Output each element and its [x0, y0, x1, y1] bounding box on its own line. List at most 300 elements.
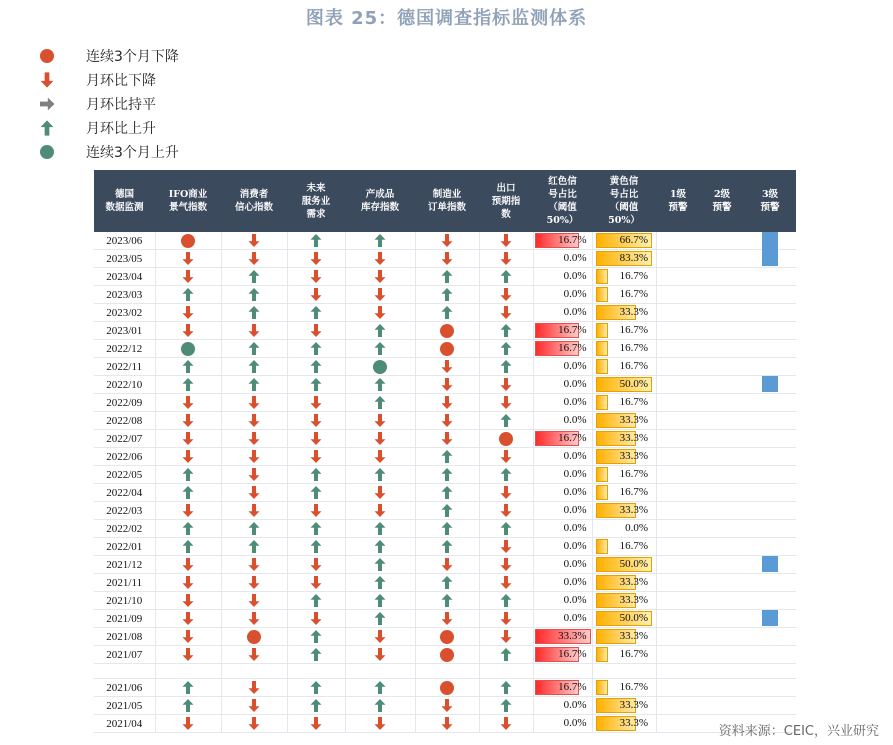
signal-cell: [479, 697, 533, 715]
arrow-up-icon: [310, 648, 322, 661]
level1-warning-cell: [656, 715, 700, 733]
level3-warning-cell: [744, 610, 796, 628]
signal-cell: [221, 466, 287, 484]
arrow-up-icon: [500, 681, 512, 694]
arrow-down-icon: [248, 681, 260, 694]
level3-warning-cell: [744, 394, 796, 412]
green-circle-icon: [181, 342, 195, 356]
date-cell: 2022/05: [94, 466, 155, 484]
table-row: [94, 664, 796, 679]
yellow-share-column: [592, 430, 656, 448]
arrow-up-icon: [441, 522, 453, 535]
yellow-share-column: [592, 679, 656, 697]
signal-cell: [155, 610, 221, 628]
level1-warning-cell: [656, 394, 700, 412]
level1-warning-cell: [656, 286, 700, 304]
column-header: 未来 服务业 需求: [287, 170, 345, 232]
arrow-down-icon: [182, 630, 194, 643]
signal-cell: [221, 322, 287, 340]
arrow-down-icon: [441, 252, 453, 265]
level3-warning-cell: [744, 466, 796, 484]
signal-cell: [479, 715, 533, 733]
signal-cell: [415, 448, 479, 466]
red-share-column: [533, 376, 592, 394]
arrow-up-icon: [182, 681, 194, 694]
signal-cell: [287, 394, 345, 412]
signal-cell: [155, 322, 221, 340]
yellow-share-column: [592, 232, 656, 250]
red-circle-icon: [40, 49, 54, 63]
signal-cell: [287, 376, 345, 394]
share-value: 0.0%: [563, 450, 587, 462]
legend-label: 连续3个月下降: [86, 49, 179, 65]
share-value: 16.7%: [558, 648, 587, 660]
signal-cell: [221, 268, 287, 286]
legend-label: 月环比持平: [86, 97, 156, 113]
level2-warning-cell: [700, 250, 744, 268]
arrow-up-icon: [248, 540, 260, 553]
yellow-share-bar: [596, 287, 608, 302]
share-value: 16.7%: [558, 234, 587, 246]
arrow-up-icon: [182, 468, 194, 481]
arrow-up-icon: [182, 360, 194, 373]
share-value: 16.7%: [619, 681, 648, 693]
arrow-down-icon: [248, 504, 260, 517]
signal-cell: [221, 376, 287, 394]
level3-warning-cell: [744, 358, 796, 376]
level1-warning-cell: [656, 466, 700, 484]
yellow-share-cell: [596, 503, 652, 518]
arrow-up-icon: [182, 378, 194, 391]
red-share-column: [533, 358, 592, 376]
share-value: 0.0%: [563, 699, 587, 711]
red-share-cell: [535, 503, 591, 518]
level3-warning-cell: [744, 679, 796, 697]
date-cell: 2021/09: [94, 610, 155, 628]
signal-cell: [155, 592, 221, 610]
table-row: [94, 538, 796, 556]
red-share-column: [533, 679, 592, 697]
arrow-up-icon: [310, 699, 322, 712]
table-row: [94, 574, 796, 592]
level1-warning-cell: [656, 520, 700, 538]
red-share-column: [533, 715, 592, 733]
arrow-up-icon: [374, 540, 386, 553]
date-cell: 2021/06: [94, 679, 155, 697]
arrow-up-icon: [441, 540, 453, 553]
arrow-up-icon: [310, 468, 322, 481]
arrow-up-icon: [500, 648, 512, 661]
yellow-share-cell: [596, 467, 652, 482]
yellow-share-cell: [596, 395, 652, 410]
share-value: 0.0%: [563, 576, 587, 588]
date-cell: 2023/01: [94, 322, 155, 340]
page-title: 图表 25：德国调查指标监测体系: [305, 8, 588, 29]
share-value: 0.0%: [563, 360, 587, 372]
yellow-share-column: [592, 574, 656, 592]
red-share-column: [533, 556, 592, 574]
yellow-share-column: [592, 286, 656, 304]
signal-cell: [345, 412, 415, 430]
table-row: [94, 610, 796, 628]
signal-cell: [287, 628, 345, 646]
level3-warning-cell: [744, 628, 796, 646]
yellow-share-cell: [596, 557, 652, 572]
arrow-down-icon: [182, 558, 194, 571]
yellow-share-cell: [596, 611, 652, 626]
empty-cell: [744, 664, 796, 679]
arrow-down-icon: [441, 558, 453, 571]
yellow-share-bar: [596, 539, 608, 554]
red-circle-icon: [499, 432, 513, 446]
level1-warning-cell: [656, 232, 700, 250]
level3-warning-cell: [744, 268, 796, 286]
share-value: 16.7%: [558, 681, 587, 693]
yellow-share-cell: [596, 431, 652, 446]
red-circle-icon: [440, 324, 454, 338]
level2-warning-cell: [700, 574, 744, 592]
signal-cell: [287, 610, 345, 628]
red-circle-icon: [247, 630, 261, 644]
date-cell: 2021/11: [94, 574, 155, 592]
empty-cell: [94, 664, 155, 679]
signal-cell: [479, 679, 533, 697]
arrow-up-icon: [310, 630, 322, 643]
date-cell: 2022/11: [94, 358, 155, 376]
level2-warning-cell: [700, 232, 744, 250]
legend-label: 月环比上升: [86, 121, 156, 137]
signal-cell: [415, 628, 479, 646]
column-header: 黄色信 号占比 （阈值 50%）: [592, 170, 656, 232]
legend: [38, 44, 179, 164]
share-value: 16.7%: [558, 342, 587, 354]
arrow-down-icon: [500, 558, 512, 571]
arrow-down-icon: [441, 396, 453, 409]
table-row: [94, 679, 796, 697]
legend-item: [38, 44, 179, 68]
table-row: [94, 340, 796, 358]
signal-cell: [415, 646, 479, 664]
signal-cell: [221, 610, 287, 628]
date-cell: 2023/06: [94, 232, 155, 250]
date-cell: 2022/03: [94, 502, 155, 520]
signal-cell: [479, 232, 533, 250]
share-value: 0.0%: [563, 306, 587, 318]
signal-cell: [415, 715, 479, 733]
signal-cell: [479, 628, 533, 646]
table-row: [94, 268, 796, 286]
signal-cell: [221, 574, 287, 592]
level3-warning-cell: [744, 430, 796, 448]
signal-cell: [345, 697, 415, 715]
arrow-down-icon: [248, 396, 260, 409]
level3-warning-cell: [744, 340, 796, 358]
red-share-cell: [535, 395, 591, 410]
level1-warning-cell: [656, 268, 700, 286]
arrow-up-icon: [310, 342, 322, 355]
date-cell: 2021/08: [94, 628, 155, 646]
arrow-up-icon: [182, 540, 194, 553]
yellow-share-cell: [596, 449, 652, 464]
column-header: 制造业 订单指数: [415, 170, 479, 232]
level1-warning-cell: [656, 412, 700, 430]
signal-cell: [415, 286, 479, 304]
yellow-share-column: [592, 520, 656, 538]
column-header: 红色信 号占比 （阈值 50%）: [533, 170, 592, 232]
share-value: 33.3%: [619, 306, 648, 318]
arrow-up-icon: [500, 360, 512, 373]
arrow-up-icon: [248, 270, 260, 283]
signal-cell: [479, 340, 533, 358]
share-value: 0.0%: [625, 522, 648, 534]
signal-cell: [479, 286, 533, 304]
arrow-down-icon: [248, 486, 260, 499]
share-value: 0.0%: [563, 468, 587, 480]
signal-cell: [345, 679, 415, 697]
signal-cell: [221, 358, 287, 376]
arrow-down-icon: [248, 558, 260, 571]
red-share-column: [533, 574, 592, 592]
legend-symbol: [38, 95, 56, 113]
yellow-share-cell: [596, 287, 652, 302]
arrow-up-icon: [310, 378, 322, 391]
arrow-down-icon: [374, 717, 386, 730]
share-value: 50.0%: [619, 378, 648, 390]
level1-warning-cell: [656, 322, 700, 340]
red-circle-icon: [440, 648, 454, 662]
level1-warning-cell: [656, 679, 700, 697]
arrow-up-icon: [310, 486, 322, 499]
level2-warning-cell: [700, 340, 744, 358]
level1-warning-cell: [656, 358, 700, 376]
level2-warning-cell: [700, 592, 744, 610]
arrow-up-icon: [441, 576, 453, 589]
level1-warning-cell: [656, 574, 700, 592]
signal-cell: [415, 679, 479, 697]
signal-cell: [415, 697, 479, 715]
arrow-up-icon: [374, 468, 386, 481]
table-row: [94, 592, 796, 610]
legend-symbol: [38, 47, 56, 65]
level3-warning-cell: [744, 376, 796, 394]
arrow-up-icon: [310, 540, 322, 553]
share-value: 0.0%: [563, 486, 587, 498]
signal-cell: [345, 520, 415, 538]
level2-warning-cell: [700, 286, 744, 304]
arrow-down-icon: [182, 396, 194, 409]
level1-warning-cell: [656, 610, 700, 628]
signal-cell: [345, 484, 415, 502]
red-share-cell: [535, 716, 591, 731]
share-value: 0.0%: [563, 612, 587, 624]
level2-warning-cell: [700, 358, 744, 376]
signal-cell: [415, 340, 479, 358]
signal-cell: [345, 358, 415, 376]
empty-cell: [533, 664, 592, 679]
arrow-down-icon: [500, 306, 512, 319]
level2-warning-cell: [700, 394, 744, 412]
red-share-column: [533, 430, 592, 448]
empty-cell: [656, 664, 700, 679]
share-value: 0.0%: [563, 414, 587, 426]
signal-cell: [345, 322, 415, 340]
arrow-down-icon: [500, 288, 512, 301]
column-header: 3级 预警: [744, 170, 796, 232]
signal-cell: [345, 448, 415, 466]
red-share-column: [533, 250, 592, 268]
share-value: 50.0%: [619, 612, 648, 624]
arrow-up-icon: [441, 468, 453, 481]
signal-cell: [345, 304, 415, 322]
empty-cell: [479, 664, 533, 679]
level1-warning-cell: [656, 556, 700, 574]
level3-warning-cell: [744, 697, 796, 715]
arrow-down-icon: [182, 252, 194, 265]
share-value: 33.3%: [558, 630, 587, 642]
level1-warning-cell: [656, 304, 700, 322]
arrow-down-icon: [248, 252, 260, 265]
share-value: 33.3%: [619, 594, 648, 606]
arrow-down-icon: [182, 414, 194, 427]
signal-cell: [479, 466, 533, 484]
yellow-share-column: [592, 484, 656, 502]
signal-cell: [155, 250, 221, 268]
signal-cell: [221, 592, 287, 610]
red-share-cell: [535, 467, 591, 482]
signal-cell: [155, 646, 221, 664]
red-share-cell: [535, 377, 591, 392]
arrow-up-icon: [374, 324, 386, 337]
table-row: [94, 502, 796, 520]
share-value: 33.3%: [619, 432, 648, 444]
table-row: [94, 304, 796, 322]
level2-warning-cell: [700, 556, 744, 574]
signal-cell: [479, 394, 533, 412]
signal-cell: [287, 466, 345, 484]
signal-cell: [479, 376, 533, 394]
table-row: [94, 556, 796, 574]
yellow-share-cell: [596, 629, 652, 644]
empty-cell: [345, 664, 415, 679]
arrow-down-icon: [374, 504, 386, 517]
signal-cell: [155, 574, 221, 592]
yellow-share-column: [592, 304, 656, 322]
arrow-down-icon: [310, 504, 322, 517]
legend-label: 月环比下降: [86, 73, 156, 89]
date-cell: 2022/10: [94, 376, 155, 394]
yellow-share-cell: [596, 539, 652, 554]
yellow-share-cell: [596, 575, 652, 590]
signal-cell: [287, 697, 345, 715]
signal-cell: [415, 574, 479, 592]
level3-warning-mark: [762, 556, 778, 572]
yellow-share-cell: [596, 233, 652, 248]
share-value: 16.7%: [558, 324, 587, 336]
share-value: 0.0%: [563, 288, 587, 300]
date-cell: 2022/06: [94, 448, 155, 466]
arrow-down-icon: [248, 432, 260, 445]
arrow-down-icon: [441, 432, 453, 445]
arrow-up-icon: [500, 342, 512, 355]
yellow-share-column: [592, 556, 656, 574]
level2-warning-cell: [700, 268, 744, 286]
arrow-up-icon: [248, 360, 260, 373]
green-circle-icon: [40, 145, 54, 159]
red-share-column: [533, 646, 592, 664]
table-row: [94, 520, 796, 538]
arrow-down-icon: [500, 612, 512, 625]
red-share-cell: [535, 305, 591, 320]
date-cell: 2021/07: [94, 646, 155, 664]
signal-cell: [479, 484, 533, 502]
yellow-share-bar: [596, 341, 608, 356]
arrow-down-icon: [441, 360, 453, 373]
signal-cell: [221, 232, 287, 250]
column-header: 产成品 库存指数: [345, 170, 415, 232]
signal-cell: [155, 715, 221, 733]
arrow-up-icon: [500, 270, 512, 283]
signal-cell: [155, 268, 221, 286]
arrow-up-icon: [248, 342, 260, 355]
arrow-down-icon: [374, 630, 386, 643]
red-share-cell: [535, 431, 591, 446]
red-share-cell: [535, 680, 591, 695]
yellow-share-cell: [596, 593, 652, 608]
level2-warning-cell: [700, 646, 744, 664]
date-cell: 2023/05: [94, 250, 155, 268]
arrow-up-icon: [248, 288, 260, 301]
arrow-up-icon: [441, 594, 453, 607]
red-share-cell: [535, 521, 591, 536]
level1-warning-cell: [656, 697, 700, 715]
share-value: 0.0%: [563, 504, 587, 516]
level2-warning-cell: [700, 484, 744, 502]
empty-cell: [592, 664, 656, 679]
signal-cell: [287, 574, 345, 592]
signal-cell: [221, 520, 287, 538]
arrow-down-icon: [310, 717, 322, 730]
signal-cell: [415, 502, 479, 520]
column-header: 1级 预警: [656, 170, 700, 232]
green-circle-icon: [373, 360, 387, 374]
share-value: 0.0%: [563, 396, 587, 408]
red-circle-icon: [181, 234, 195, 248]
level1-warning-cell: [656, 448, 700, 466]
signal-cell: [479, 520, 533, 538]
level1-warning-cell: [656, 502, 700, 520]
signal-cell: [287, 430, 345, 448]
yellow-share-cell: [596, 716, 652, 731]
arrow-up-icon: [500, 414, 512, 427]
arrow-down-icon: [248, 576, 260, 589]
arrow-down-icon: [182, 717, 194, 730]
yellow-share-bar: [596, 395, 608, 410]
signal-cell: [479, 250, 533, 268]
arrow-down-icon: [182, 306, 194, 319]
arrow-down-icon: [374, 648, 386, 661]
date-cell: 2022/07: [94, 430, 155, 448]
yellow-share-column: [592, 502, 656, 520]
arrow-down-icon: [374, 306, 386, 319]
signal-cell: [415, 358, 479, 376]
yellow-share-cell: [596, 485, 652, 500]
column-header: 消费者 信心指数: [221, 170, 287, 232]
arrow-up-icon: [441, 486, 453, 499]
signal-cell: [155, 556, 221, 574]
red-share-column: [533, 484, 592, 502]
arrow-down-icon: [182, 576, 194, 589]
share-value: 0.0%: [563, 558, 587, 570]
